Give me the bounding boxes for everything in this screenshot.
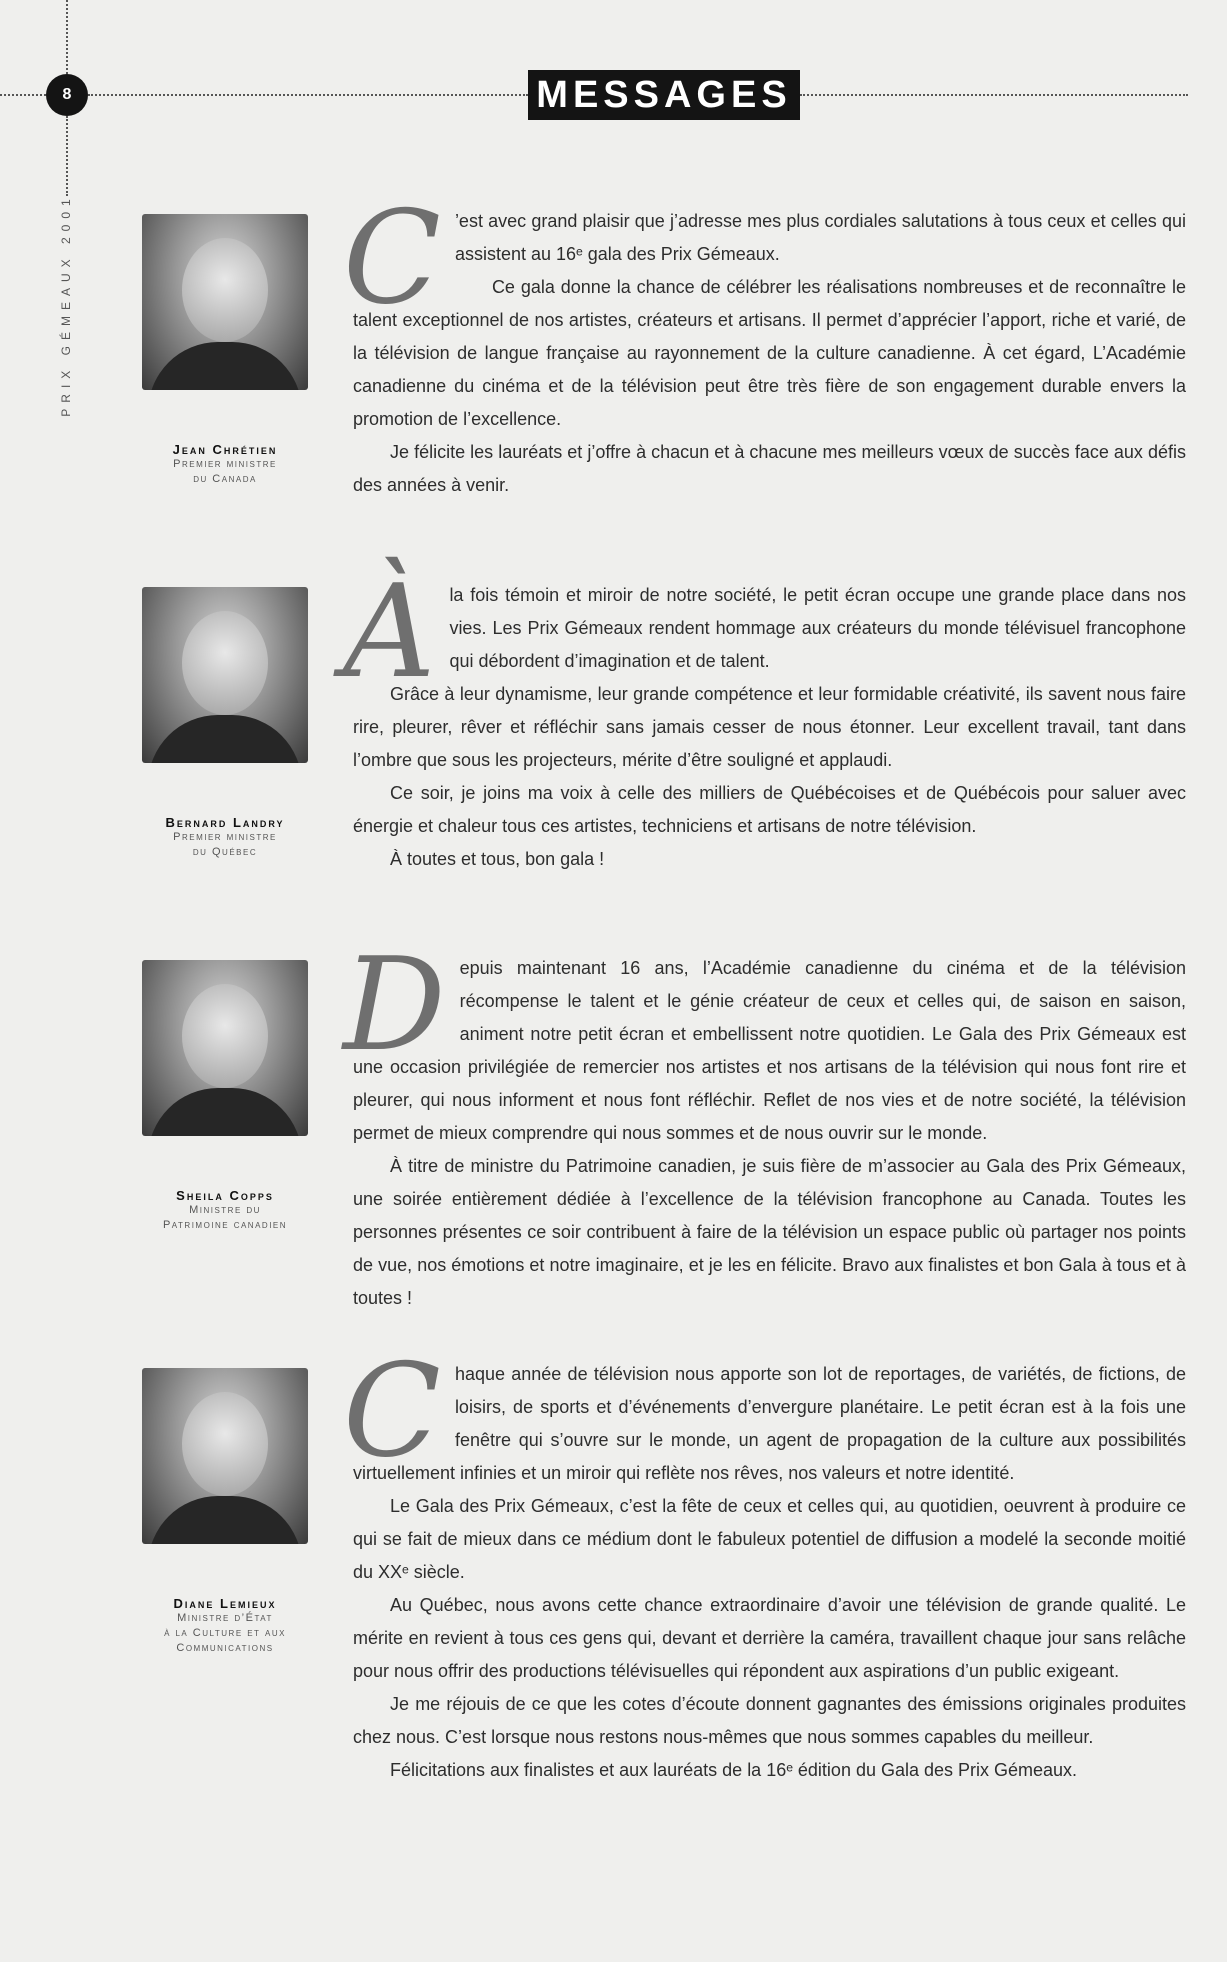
person-role-line: à la Culture et aux (164, 1627, 286, 1639)
person-role-line: Ministre du (189, 1204, 261, 1216)
message-paragraph (343, 931, 1186, 1150)
side-label: PRIX GÉMEAUX 2001 (59, 193, 73, 417)
header-dotted-rule-middle (88, 94, 528, 96)
portrait-face (182, 611, 268, 715)
drop-cap: À (343, 558, 436, 707)
portrait-face (182, 238, 268, 342)
caption-copps (130, 1188, 320, 1233)
person-name: Sheila Copps (176, 1188, 274, 1203)
drop-cap: C (343, 1337, 441, 1486)
message-paragraph: Ce soir, je joins ma voix à celle des milliers de Québécoises et de Québécois pour saluer avec énergie et chaleur tous ces artistes, techniciens et artisans de notre télévision. (353, 783, 1186, 836)
person-role-line: du Canada (193, 473, 257, 485)
person-role-line: Premier ministre (173, 458, 277, 470)
message-paragraph: Grâce à leur dynamisme, leur grande compétence et leur formidable créativité, ils savent nous faire rire, pleurer, rêver et réfléchir sans jamais cesser de nous étonner. Leur excellent travail, tant dans l’ombre que sous les projecteurs, mérite d’être souligné et applaudi. (353, 684, 1186, 770)
caption-chretien (130, 442, 320, 487)
person-role-line: Ministre d’État (177, 1612, 273, 1624)
paragraph-text: epuis maintenant 16 ans, l’Académie canadienne du cinéma et de la télévision récompense le talent et le génie créateur de ceux et celles qui, de saison en saison, animent notre petit écran et embellissent notre quotidien. Le Gala des Prix Gémeaux est une occasion privilégiée de remercier nos artistes et nos artisans de la télévision qui nous font rire et pleurer, qui nous informent et nous font réfléchir. Reflet de nos vies et de notre société, la télévision permet de mieux comprendre qui nous sommes et de nous ouvrir sur le monde. (353, 958, 1186, 1143)
person-role-line: Premier ministre (173, 831, 277, 843)
person-name: Jean Chrétien (172, 442, 278, 457)
message-lemieux (343, 1337, 1186, 1787)
message-paragraph: Ce gala donne la chance de célébrer les réalisations nombreuses et de reconnaître le talent exceptionnel de nos artistes, créateurs et artisans. Il permet d’apprécier l’apport, riche et varié, de la télévision de langue française au rayonnement de la culture canadienne. À cet égard, L’Académie canadienne du cinéma et de la télévision peut être très fière de son engagement durable envers la promotion de l’excellence. (353, 277, 1186, 429)
paragraph-text: ’est avec grand plaisir que j’adresse mes plus cordiales salutations à tous ceux et celles qui assistent au 16ᵉ gala des Prix Gémeaux. (454, 211, 1186, 264)
message-paragraph: À toutes et tous, bon gala ! (390, 849, 605, 869)
caption-lemieux (130, 1596, 320, 1656)
portrait-photo-landry (142, 587, 308, 763)
header-dotted-rule-right (800, 94, 1188, 96)
paragraph-text: haque année de télévision nous apporte son lot de reportages, de variétés, de fictions, de loisirs, de sports et d’événements d’envergure planétaire. Le petit écran est à la fois une fenêtre qui s’ouvre sur le monde, un agent de propagation de la culture aux possibilités virtuellement infinies et un miroir qui reflète nos rêves, nos valeurs et notre identité. (353, 1364, 1186, 1483)
page-title: MESSAGES (528, 70, 800, 120)
message-paragraph: Félicitations aux finalistes et aux lauréats de la 16ᵉ édition du Gala des Prix Gémeaux. (390, 1760, 1078, 1780)
drop-cap: D (343, 931, 446, 1080)
message-copps (343, 931, 1186, 1315)
portrait-shoulders (148, 1496, 302, 1544)
person-role-line: Patrimoine canadien (162, 1219, 288, 1231)
message-paragraph: Je me réjouis de ce que les cotes d’écoute donnent gagnantes des émissions originales produites chez nous. C’est lorsque nous restons nous-mêmes que nous sommes capables du meilleur. (353, 1694, 1186, 1747)
paragraph-text: la fois témoin et miroir de notre société, le petit écran occupe une grande place dans nos vies. Les Prix Gémeaux rendent hommage aux créateurs du monde télévisuel francophone qui débordent d’imagination et de talent. (449, 585, 1186, 671)
person-name: Diane Lemieux (173, 1596, 277, 1611)
portrait-face (182, 984, 268, 1088)
person-role-line: Communications (176, 1642, 274, 1654)
message-paragraph: Au Québec, nous avons cette chance extraordinaire d’avoir une télévision de grande qualité. Le mérite en revient à tous ces gens qui, devant et derrière la caméra, travaillent chaque jour sans relâche pour nous offrir des productions télévisuelles qui répondent aux aspirations d’un public exigeant. (353, 1595, 1186, 1681)
page-number: 8 (46, 74, 88, 116)
message-paragraph (343, 184, 1186, 333)
drop-cap: C (343, 184, 441, 333)
message-landry (343, 558, 1186, 876)
message-paragraph (343, 1337, 1186, 1490)
portrait-shoulders (148, 1088, 302, 1136)
person-role-line: du Québec (192, 846, 258, 858)
portrait-photo-chretien (142, 214, 308, 390)
person-name: Bernard Landry (165, 815, 285, 830)
margin-dotted-rule-bottom (66, 116, 68, 196)
portrait-photo-copps (142, 960, 308, 1136)
message-paragraph: À titre de ministre du Patrimoine canadien, je suis fière de m’associer au Gala des Prix Gémeaux, une soirée entièrement dédiée à l’excellence de la télévision francophone au Canada. Toutes les personnes présentes ce soir contribuent à faire de la télévision un espace public où partager nos points de vue, nos émotions et notre imaginaire, et je les en félicite. Bravo aux finalistes et bon Gala à tous et à toutes ! (353, 1156, 1186, 1308)
header-dotted-rule-left (0, 94, 46, 96)
message-chretien (343, 184, 1186, 502)
margin-dotted-rule-top (66, 0, 68, 74)
message-paragraph (343, 558, 1186, 707)
portrait-photo-lemieux (142, 1368, 308, 1544)
message-paragraph: Le Gala des Prix Gémeaux, c’est la fête de ceux et celles qui, au quotidien, oeuvrent à produire ce qui se fait de mieux dans ce médium dont le fabuleux potentiel de diffusion a modelé la seconde moitié du XXᵉ siècle. (353, 1496, 1186, 1582)
message-paragraph: Je félicite les lauréats et j’offre à chacun et à chacune mes meilleurs vœux de succès face aux défis des années à venir. (353, 442, 1186, 495)
portrait-shoulders (148, 715, 302, 763)
portrait-face (182, 1392, 268, 1496)
caption-landry (130, 815, 320, 860)
portrait-shoulders (148, 342, 302, 390)
